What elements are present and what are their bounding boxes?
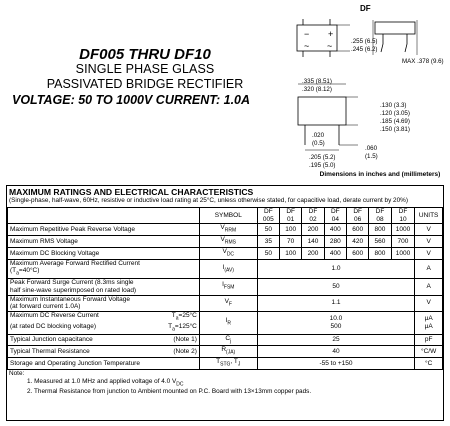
dim-label: .060 [365,145,378,152]
table-row: Peak Forward Surge Current (8.3ms single half sine-wave superimposed on rated load) $I_{FSM}$ 50 A [8,279,443,295]
ratings-title: MAXIMUM RATINGS AND ELECTRICAL CHARACTERISTICS [9,187,254,197]
dim-label: .320 (8.12) [302,86,332,93]
dim-label: MAX .378 (9.6) [402,58,444,65]
part-header: DF 005 [257,208,279,224]
part-header: DF 08 [369,208,391,224]
table-row: Typical Thermal Resistance (Note 2) $R_{(JA)}$ 40 °C/W [8,346,443,358]
side-view-lead [381,34,383,52]
table-header-row [8,208,443,224]
dim-label: (1.5) [365,153,378,160]
ac-terminal-mark: ~ [304,41,310,51]
plus-terminal-mark: + [328,29,334,39]
package-name: DF [360,4,371,13]
notes-label: Note: [9,370,25,378]
part-range-title: DF005 THRU DF10 [79,46,211,63]
table-row: Maximum Repetitive Peak Reverse Voltage $V_{RRM}$ 50 100 200 400 600 800 1000 V [8,224,443,236]
note-2: 2. Thermal Resistance from junction to Ambient mounted on P.C. Board with 13×13mm copper pads. [27,388,312,396]
ratings-panel [6,185,444,421]
part-header: DF 04 [324,208,346,224]
note-1: 1. Measured at 1.0 MHz and applied voltage of 4.0 $V_{DC}$ [27,378,184,388]
side-view-body [375,22,415,34]
table-row: Typical Junction capacitance (Note 1) $C_j$ 25 pF [8,334,443,346]
dim-label: .150 (3.81) [380,126,410,133]
ratings-description: (Single-phase, half-wave, 60Hz, resistive or inductive load rating at 25°C, unless otherwise stated, for capacitive load, derate current by 20%) [9,197,408,204]
dim-label: .205 (5.2) [309,154,336,161]
table-row: Maximum DC Reverse Current $T_a=25^\circ C$ (at rated DC blocking voltage) $T_a=125^\circ C$ $I_R$ 10.0 500 μA μA [8,311,443,334]
units-header: UNITS [415,208,443,224]
dim-label: .120 (3.05) [380,110,410,117]
part-header: DF 01 [280,208,302,224]
symbol-header: SYMBOL [199,208,257,224]
side-view-lead [405,34,407,52]
front-view-body [298,97,346,125]
part-header: DF 06 [346,208,368,224]
dim-label: .245 (6.2) [351,46,378,53]
dim-label: .195 (5.0) [309,162,336,169]
ac-terminal-mark: ~ [327,41,333,51]
dim-label: .020 [312,132,325,139]
voltage-current-spec: VOLTAGE: 50 TO 1000V CURRENT: 1.0A [12,93,251,107]
table-row: Maximum Average Forward Rectified Current $(T_a=40^\circ C)$ $I_{(AV)}$ 1.0 A [8,259,443,278]
product-line-1: SINGLE PHASE GLASS [75,62,215,76]
part-header: DF 10 [391,208,415,224]
dim-label: .130 (3.3) [380,102,407,109]
dim-label: .335 (8.51) [302,78,332,85]
table-row: Storage and Operating Junction Temperature $T_{STG}$, $T_J$ -55 to +150 °C [8,358,443,370]
ratings-table [7,207,443,370]
dim-label: .255 (6.5) [351,38,378,45]
dimensions-caption: Dimensions in inches and (millimeters) [319,171,441,178]
product-line-2: PASSIVATED BRIDGE RECTIFIER [46,77,244,91]
table-row: Maximum RMS Voltage $V_{RMS}$ 35 70 140 280 420 560 700 V [8,236,443,248]
table-row: Maximum Instantaneous Forward Voltage (at forward current 1.0A) $V_F$ 1.1 V [8,295,443,311]
part-header: DF 02 [302,208,324,224]
minus-terminal-mark: − [304,29,310,39]
table-row: Maximum DC Blocking Voltage $V_{DC}$ 50 100 200 400 600 800 1000 V [8,247,443,259]
package-outline-drawing [292,12,450,172]
dim-label: (0.5) [312,140,325,147]
dim-label: .185 (4.69) [380,118,410,125]
